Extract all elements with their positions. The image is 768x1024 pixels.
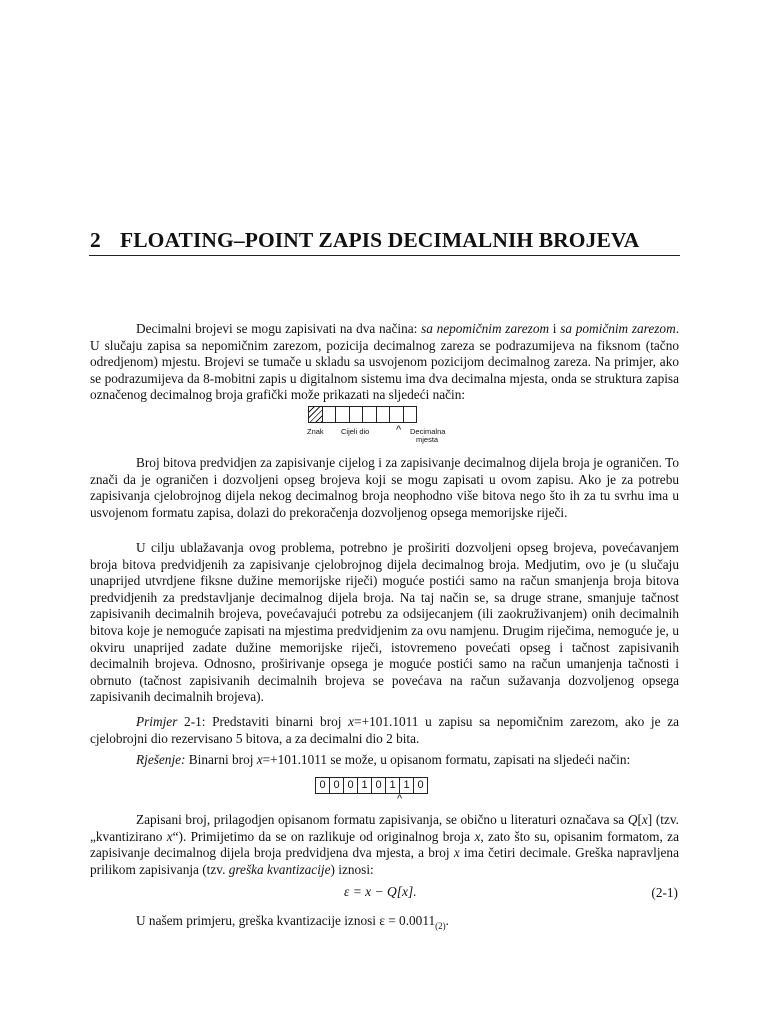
example-statement: Primjer 2-1: Predstaviti binarni broj x=+101.1011 u zapisu sa nepomičnim zarezom, ako je za cjelobrojni dio rezervisano 5 bitova, a za decimalni dio 2 bita. bbox=[90, 714, 680, 746]
paragraph-bit-limit: Broj bitova predvidjen za zapisivanje cijelog i za zapisivanje decimalnog dijela broja je ograničen. To znači da je ograničen i dozvoljeni opseg brojeva koji se mogu zapisati u ovom zapisu. Ako je za potrebu zapisivanja cjelobrojnog dijela nekog decimalnog broja neophodno više bitova nego što ih za tu svrhu ima u usvojenom formatu zapisa, dolazi do prekoračenja dozvoljenog opsega memorijske riječi. bbox=[90, 455, 679, 520]
bit-cell bbox=[322, 406, 337, 423]
bit-cell: 0 bbox=[343, 777, 358, 794]
bit-cell: 1 bbox=[385, 777, 400, 794]
bit-cells bbox=[316, 777, 428, 794]
sign-label: Znak bbox=[307, 427, 324, 436]
fixed-point-structure-diagram bbox=[307, 404, 477, 448]
decimal-places-label: Decimalna mjesta bbox=[410, 427, 446, 444]
decimal-point-caret: ^ bbox=[397, 793, 403, 805]
chapter-heading bbox=[90, 228, 680, 253]
bit-cell: 0 bbox=[371, 777, 386, 794]
bit-cell: 1 bbox=[399, 777, 414, 794]
paragraph-range-accuracy: U cilju ublažavanja ovog problema, potrebno je proširiti dozvoljeni opseg brojeva, povećavanjem broja bitova predvidjenih za zapisivanje cjelobrojnog dijela decimalnog broja. Medjutim, ovo je (u slučaju unaprijed utvrdjene fiksne dužine memorijske riječi) moguće postići samo na račun smanjenja broja bitova predvidjenih za predstavljanje decimalnog dijela broja. Na taj način se, sa druge strane, smanjuje tačnost zapisivanih decimalnih brojeva, povećavajući potrebu za odsijecanjem (ili zaokruživanjem) onih decimalnih bitova koje je nemoguće zapisati na mjestima predvidjenim za ovu namjenu. Drugim riječima, nemoguće je, u okviru unaprijed zadate dužine memorijske riječi, istovremeno povećati opseg i tačnost zapisivanih decimalnih brojeva. Odnosno, proširivanje opsega je moguće postići samo na račun umanjenja tačnosti i obrnuto (tačnost zapisivanih decimalnih brojeva se povećava na račun sužavanja dozvoljenog opsega zapisivanih decimalnih brojeva). bbox=[90, 540, 679, 705]
bit-cells bbox=[309, 406, 417, 423]
heading-rule bbox=[89, 255, 680, 256]
bit-cell bbox=[376, 406, 391, 423]
chapter-number: 2 bbox=[90, 228, 101, 252]
sign-bit-cell bbox=[308, 406, 323, 423]
bit-cell bbox=[403, 406, 418, 423]
bit-cell bbox=[362, 406, 377, 423]
paragraph-quantization: Zapisani broj, prilagodjen opisanom formatu zapisivanja, se obično u literaturi označava sa Q[x] (tzv. „kvantizirano x“). Primijetimo da se on razlikuje od originalnog broja x, zato što su, opisanim formatom, za zapisivanje decimalnog dijela broja predvidjena dva mjesta, a broj x ima četiri decimale. Greška napravljena prilikom zapisivanja (tzv. greška kvantizacije) iznosi: bbox=[90, 812, 679, 877]
bit-cell bbox=[389, 406, 404, 423]
bit-cell: 0 bbox=[413, 777, 428, 794]
integer-part-label: Cijeli dio bbox=[341, 427, 370, 436]
solution-statement: Rješenje: Binarni broj x=+101.1011 se može, u opisanom formatu, zapisati na sljedeći način: bbox=[136, 752, 631, 767]
chapter-title: FLOATING–POINT ZAPIS DECIMALNIH BROJEVA bbox=[120, 228, 640, 252]
quantized-bits-diagram bbox=[316, 777, 428, 805]
bit-cell bbox=[335, 406, 350, 423]
bit-cell: 0 bbox=[315, 777, 330, 794]
decimal-point-caret: ^ bbox=[396, 424, 402, 436]
quantization-error-equation: ε = x − Q[x]. bbox=[344, 884, 417, 899]
paragraph-intro: Decimalni brojevi se mogu zapisivati na dva načina: sa nepomičnim zarezom i sa pomičnim zarezom. U slučaju zapisa sa nepomičnim zarezom, pozicija decimalnog zareza se podrazumijeva na fiksnom (tačno odredjenom) mjestu. Brojevi se tumače u skladu sa usvojenom pozicijom decimalnog zareza. Na primjer, ako se podrazumijeva da 8-mobitni zapis u digitalnom sistemu ima dva decimalna mjesta, onda se struktura zapisa označenog decimalnog broja grafički može prikazati na sljedeći način: bbox=[90, 321, 680, 403]
equation-number: (2-1) bbox=[651, 885, 678, 900]
bit-cell bbox=[349, 406, 364, 423]
bit-cell: 0 bbox=[329, 777, 344, 794]
bit-cell: 1 bbox=[357, 777, 372, 794]
final-statement: U našem primjeru, greška kvantizacije iznosi $\varepsilon = 0.0011_{(2)}$. bbox=[136, 913, 449, 931]
